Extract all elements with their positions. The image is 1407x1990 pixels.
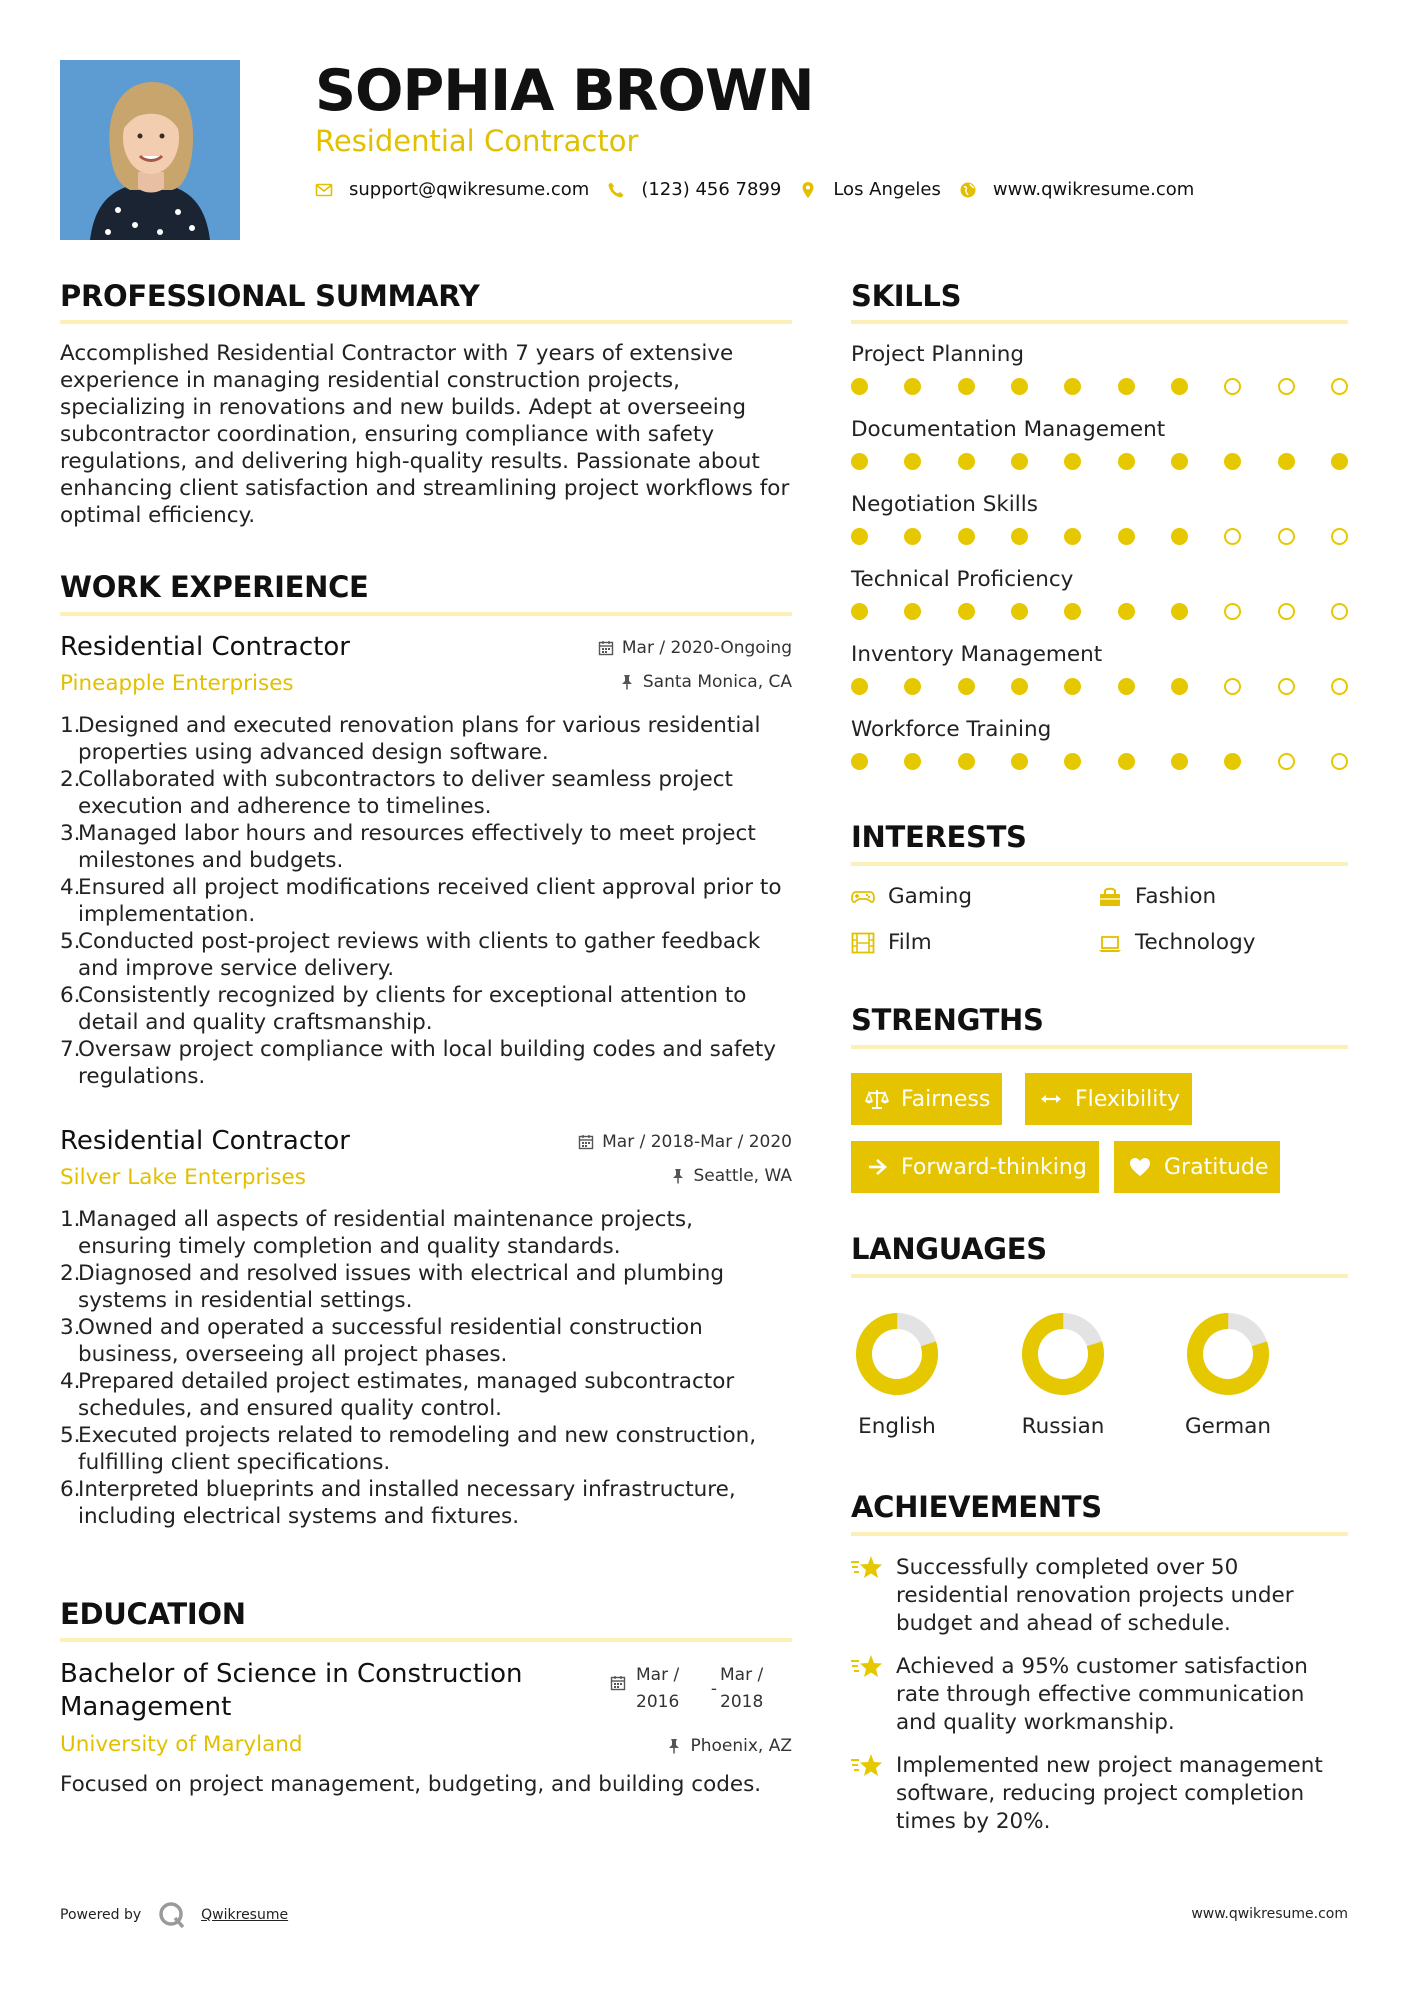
gamepad-icon <box>851 886 875 908</box>
skill-item <box>851 492 1348 545</box>
language-item <box>827 1310 967 1439</box>
languages-heading: LANGUAGES <box>851 1232 1047 1266</box>
skill-name: Documentation Management <box>851 417 1166 442</box>
rating-dot-filled <box>1118 453 1135 470</box>
job-1 <box>60 632 792 1090</box>
list-item: 6. Consistently recognized by clients for exceptional attention to detail and quality craftsmanship. <box>60 983 747 1035</box>
contact-email[interactable] <box>315 179 589 200</box>
education-start: Mar / 2016 <box>636 1665 680 1712</box>
strengths-divider <box>851 1045 1348 1049</box>
strengths-heading: STRENGTHS <box>851 1003 1044 1037</box>
candidate-name: SOPHIA BROWN <box>315 58 814 124</box>
education-entry <box>60 1658 792 1798</box>
education-heading: EDUCATION <box>60 1597 246 1631</box>
language-name: Russian <box>1021 1414 1105 1439</box>
skill-item <box>851 342 1348 395</box>
achievement-item <box>851 1653 1348 1737</box>
degree-title: Bachelor of Science in Construction Management <box>60 1659 523 1722</box>
skills-heading: SKILLS <box>851 279 962 313</box>
list-item: 3. Owned and operated a successful residential construction business, overseeing all project phases. <box>60 1315 703 1367</box>
powered-by-label: Powered by <box>60 1907 142 1923</box>
skill-name: Workforce Training <box>851 717 1052 742</box>
achievement-text: Successfully completed over 50 residential renovation projects under budget and ahead of schedule. <box>896 1555 1294 1636</box>
rating-dot-empty <box>1278 753 1295 770</box>
rating-dot-filled <box>904 603 921 620</box>
skill-rating <box>851 453 1348 470</box>
rating-dot-filled <box>958 753 975 770</box>
contact-location-text: Los Angeles <box>833 179 941 200</box>
job-location-text: Seattle, WA <box>693 1166 792 1186</box>
education-location <box>666 1736 792 1756</box>
rating-dot-filled <box>1064 753 1081 770</box>
rating-dot-filled <box>1064 603 1081 620</box>
skill-item <box>851 567 1348 620</box>
film-icon <box>851 932 875 954</box>
education-description: Focused on project management, budgeting, and building codes. <box>60 1772 762 1797</box>
rating-dot-filled <box>1118 528 1135 545</box>
contact-phone-text: (123) 456 7899 <box>641 179 782 200</box>
skill-rating <box>851 603 1348 620</box>
rating-dot-filled <box>1118 603 1135 620</box>
footer-website[interactable]: www.qwikresume.com <box>1191 1906 1348 1922</box>
list-item: 5. Executed projects related to remodeling and new construction, fulfilling client specifications. <box>60 1423 757 1475</box>
job-bullets <box>60 1206 792 1530</box>
laptop-icon <box>1098 932 1122 954</box>
interest-label: Gaming <box>888 884 973 909</box>
envelope-icon <box>315 181 333 199</box>
rating-dot-filled <box>958 453 975 470</box>
rating-dot-filled <box>1064 378 1081 395</box>
list-item: 7. Oversaw project compliance with local building codes and safety regulations. <box>60 1037 776 1089</box>
pushpin-icon <box>670 1168 686 1184</box>
rating-dot-filled <box>1171 753 1188 770</box>
rating-dot-empty <box>1278 378 1295 395</box>
school-name: University of Maryland <box>60 1732 303 1757</box>
heart-icon <box>1128 1155 1152 1179</box>
job-company: Pineapple Enterprises <box>60 671 294 696</box>
strength-tag-forward-thinking <box>851 1141 1099 1193</box>
rating-dot-filled <box>1171 378 1188 395</box>
skill-name: Project Planning <box>851 342 1025 367</box>
language-proficiency-ring <box>1184 1310 1272 1398</box>
bag-icon <box>1098 886 1122 908</box>
profile-photo <box>60 60 240 240</box>
contact-email-text: support@qwikresume.com <box>349 179 590 200</box>
rating-dot-filled <box>1224 453 1241 470</box>
list-item: 3. Managed labor hours and resources effectively to meet project milestones and budgets. <box>60 821 756 873</box>
scale-icon <box>865 1087 889 1111</box>
rating-dot-filled <box>904 378 921 395</box>
rating-dot-filled <box>1278 453 1295 470</box>
rating-dot-empty <box>1278 528 1295 545</box>
rating-dot-filled <box>851 378 868 395</box>
calendar-icon <box>578 1134 594 1150</box>
job-location <box>670 1166 793 1186</box>
rating-dot-filled <box>1118 378 1135 395</box>
interests-heading: INTERESTS <box>851 820 1027 854</box>
pushpin-icon <box>619 674 635 690</box>
rating-dot-filled <box>1171 603 1188 620</box>
achievement-item <box>851 1554 1348 1638</box>
rating-dot-empty <box>1331 753 1348 770</box>
languages-divider <box>851 1274 1348 1278</box>
rating-dot-empty <box>1224 678 1241 695</box>
rating-dot-filled <box>1331 453 1348 470</box>
job-date-text: Mar / 2018-Mar / 2020 <box>602 1132 792 1152</box>
rating-dot-empty <box>1224 378 1241 395</box>
interest-label: Technology <box>1135 930 1256 955</box>
rating-dot-filled <box>1064 453 1081 470</box>
strength-label: Fairness <box>901 1086 991 1112</box>
achievement-text: Implemented new project management software, reducing project completion times by 20%. <box>896 1753 1323 1834</box>
summary-divider <box>60 320 792 324</box>
calendar-icon <box>598 640 614 656</box>
skill-rating <box>851 753 1348 770</box>
rating-dot-filled <box>1171 678 1188 695</box>
job-location <box>619 672 792 692</box>
skill-name: Technical Proficiency <box>851 567 1074 592</box>
interest-technology <box>1098 930 1255 955</box>
rating-dot-empty <box>1278 603 1295 620</box>
star-icon <box>851 1653 883 1681</box>
rating-dot-filled <box>1118 753 1135 770</box>
skill-name: Negotiation Skills <box>851 492 1038 517</box>
rating-dot-filled <box>851 603 868 620</box>
contact-location <box>799 179 941 200</box>
education-end: Mar / 2018 <box>720 1665 764 1712</box>
rating-dot-filled <box>1011 678 1028 695</box>
skills-divider <box>851 320 1348 324</box>
strength-tag-flexibility <box>1025 1073 1192 1125</box>
contact-website-text: www.qwikresume.com <box>992 179 1195 200</box>
rating-dot-filled <box>904 753 921 770</box>
globe-icon <box>959 181 977 199</box>
arrows-horizontal-icon <box>1039 1087 1063 1111</box>
calendar-icon <box>610 1675 626 1691</box>
job-title: Residential Contractor <box>60 1126 350 1156</box>
rating-dot-filled <box>851 753 868 770</box>
rating-dot-filled <box>1171 453 1188 470</box>
arrow-right-icon <box>865 1155 889 1179</box>
summary-heading: PROFESSIONAL SUMMARY <box>60 279 480 313</box>
list-item: 1. Managed all aspects of residential maintenance projects, ensuring timely completion and quality standards. <box>60 1207 693 1259</box>
interest-film <box>851 930 932 955</box>
rating-dot-filled <box>958 528 975 545</box>
rating-dot-filled <box>851 453 868 470</box>
achievement-text: Achieved a 95% customer satisfaction rate through effective communication and quality workmanship. <box>896 1654 1308 1735</box>
language-item <box>1158 1310 1298 1439</box>
rating-dot-filled <box>1171 528 1188 545</box>
strength-tag-fairness <box>851 1073 1002 1125</box>
pushpin-icon <box>666 1738 682 1754</box>
rating-dot-filled <box>904 453 921 470</box>
achievements-divider <box>851 1532 1348 1536</box>
summary-text: Accomplished Residential Contractor with 7 years of extensive experience in managing residential construction projects, specializing in renovations and new builds. Adept at overseeing subcontractor coordination, ensuring compliance with safety regulations, and delivering high-quality results. Passionate about enhancing client satisfaction and streamlining project workflows for optimal efficiency. <box>60 341 790 528</box>
rating-dot-empty <box>1331 378 1348 395</box>
footer-powered-by <box>60 1900 288 1930</box>
language-name: English <box>858 1414 936 1439</box>
rating-dot-filled <box>958 678 975 695</box>
rating-dot-empty <box>1278 678 1295 695</box>
job-bullets <box>60 712 792 1090</box>
star-icon <box>851 1752 883 1780</box>
rating-dot-filled <box>1064 678 1081 695</box>
candidate-title: Residential Contractor <box>315 124 639 158</box>
language-proficiency-ring <box>853 1310 941 1398</box>
skill-item <box>851 717 1348 770</box>
achievement-item <box>851 1752 1348 1836</box>
list-item: 4. Prepared detailed project estimates, managed subcontractor schedules, and ensured quality control. <box>60 1369 735 1421</box>
rating-dot-filled <box>958 603 975 620</box>
phone-icon <box>607 181 625 199</box>
rating-dot-filled <box>1118 678 1135 695</box>
strength-tag-gratitude <box>1114 1141 1280 1193</box>
star-icon <box>851 1554 883 1582</box>
rating-dot-filled <box>904 528 921 545</box>
job-location-text: Santa Monica, CA <box>642 672 792 692</box>
job-title: Residential Contractor <box>60 632 350 662</box>
contact-bar <box>315 179 1212 200</box>
experience-divider <box>60 612 792 616</box>
job-2 <box>60 1126 792 1530</box>
list-item: 4. Ensured all project modifications received client approval prior to implementation. <box>60 875 782 927</box>
rating-dot-filled <box>1011 528 1028 545</box>
rating-dot-filled <box>958 378 975 395</box>
job-date <box>598 638 792 658</box>
experience-heading: WORK EXPERIENCE <box>60 570 369 604</box>
profile-photo-image <box>60 60 240 240</box>
rating-dot-filled <box>1011 603 1028 620</box>
skill-name: Inventory Management <box>851 642 1103 667</box>
list-item: 2. Collaborated with subcontractors to deliver seamless project execution and adherence to timelines. <box>60 767 733 819</box>
rating-dot-filled <box>851 528 868 545</box>
qwikresume-logo-icon <box>157 1900 187 1930</box>
rating-dot-empty <box>1331 603 1348 620</box>
strength-label: Forward-thinking <box>901 1154 1087 1180</box>
interest-label: Film <box>888 930 932 955</box>
language-proficiency-ring <box>1019 1310 1107 1398</box>
education-location-text: Phoenix, AZ <box>690 1736 792 1756</box>
education-date <box>610 1662 792 1716</box>
skill-item <box>851 417 1348 470</box>
rating-dot-filled <box>1224 753 1241 770</box>
rating-dot-filled <box>1011 453 1028 470</box>
rating-dot-empty <box>1331 678 1348 695</box>
skill-rating <box>851 678 1348 695</box>
education-date-separator: - <box>710 1679 718 1699</box>
contact-website[interactable] <box>959 179 1194 200</box>
qwikresume-link[interactable]: Qwikresume <box>201 1907 289 1923</box>
language-item <box>993 1310 1133 1439</box>
rating-dot-filled <box>1064 528 1081 545</box>
interest-label: Fashion <box>1135 884 1217 909</box>
contact-phone[interactable] <box>607 179 781 200</box>
skill-rating <box>851 378 1348 395</box>
education-divider <box>60 1638 792 1642</box>
rating-dot-filled <box>1011 378 1028 395</box>
interest-gaming <box>851 884 972 909</box>
map-pin-icon <box>799 181 817 199</box>
skill-item <box>851 642 1348 695</box>
rating-dot-filled <box>904 678 921 695</box>
job-date-text: Mar / 2020-Ongoing <box>621 638 792 658</box>
list-item: 6. Interpreted blueprints and installed necessary infrastructure, including electrical systems and fixtures. <box>60 1477 736 1529</box>
rating-dot-empty <box>1224 528 1241 545</box>
skill-rating <box>851 528 1348 545</box>
rating-dot-filled <box>1011 753 1028 770</box>
language-name: German <box>1184 1414 1272 1439</box>
list-item: 2. Diagnosed and resolved issues with electrical and plumbing systems in residential settings. <box>60 1261 725 1313</box>
strength-label: Gratitude <box>1164 1154 1269 1180</box>
list-item: 1. Designed and executed renovation plans for various residential properties using advanced design software. <box>60 713 761 765</box>
rating-dot-filled <box>851 678 868 695</box>
job-company: Silver Lake Enterprises <box>60 1165 306 1190</box>
interests-divider <box>851 862 1348 866</box>
strength-label: Flexibility <box>1075 1086 1180 1112</box>
job-date <box>578 1132 792 1152</box>
rating-dot-empty <box>1331 528 1348 545</box>
achievements-heading: ACHIEVEMENTS <box>851 1490 1102 1524</box>
rating-dot-empty <box>1224 603 1241 620</box>
interest-fashion <box>1098 884 1216 909</box>
list-item: 5. Conducted post-project reviews with clients to gather feedback and improve service delivery. <box>60 929 761 981</box>
